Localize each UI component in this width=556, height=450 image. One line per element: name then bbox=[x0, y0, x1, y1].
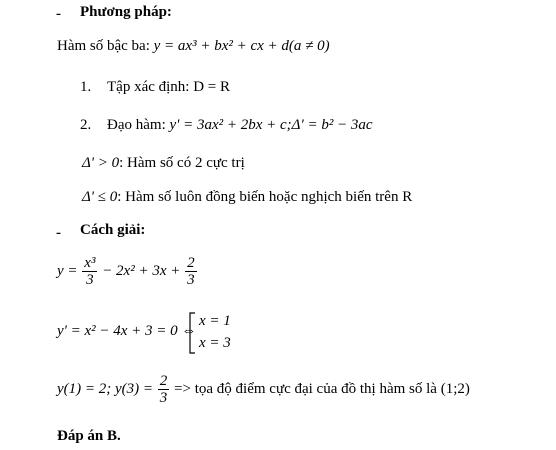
values-fraction-denominator: 3 bbox=[159, 390, 168, 407]
function-fraction-denominator: 3 bbox=[86, 272, 94, 289]
method-step2-number: 2. bbox=[80, 117, 92, 133]
method-intro bbox=[57, 38, 330, 55]
method-step2-text: Đạo hàm: bbox=[107, 117, 170, 133]
method-step1-number: 1. bbox=[80, 79, 92, 95]
function-lhs: y = bbox=[57, 263, 78, 279]
method-bullet: - bbox=[56, 6, 61, 22]
function-middle: − 2x² + 3x + bbox=[102, 263, 181, 279]
values-fraction bbox=[158, 373, 170, 406]
method-step1-text: Tập xác định: D = R bbox=[107, 79, 231, 95]
values-fraction-numerator: 2 bbox=[159, 373, 168, 390]
solution-values bbox=[57, 372, 470, 406]
method-step2-formula: y' = 3ax² + 2bx + c;Δ' = b² − 3ac bbox=[169, 117, 373, 133]
solution-function bbox=[57, 254, 198, 288]
function-fraction bbox=[82, 255, 97, 288]
solution-bullet: - bbox=[56, 225, 61, 241]
roots-system bbox=[187, 311, 247, 355]
function-fraction-numerator: x³ bbox=[84, 255, 96, 272]
function-fraction2-numerator: 2 bbox=[187, 255, 195, 272]
solution-title: Cách giải: bbox=[80, 222, 146, 238]
root-2: x = 3 bbox=[199, 335, 231, 351]
method-step2 bbox=[107, 117, 373, 134]
values-text: y(1) = 2; y(3) = bbox=[57, 381, 154, 397]
solution-derivative: y' = x² − 4x + 3 = 0 ⇔ bbox=[57, 323, 197, 339]
values-conclusion: => tọa độ điểm cực đại của đồ thị hàm số là (1;2) bbox=[174, 381, 470, 397]
method-case2 bbox=[82, 189, 412, 206]
method-intro-formula: y = ax³ + bx² + cx + d(a ≠ 0) bbox=[153, 38, 330, 54]
method-case2-text: : Hàm số luôn đồng biến hoặc nghịch biến trên R bbox=[117, 189, 413, 205]
answer: Đáp án B. bbox=[57, 428, 121, 444]
bracket-icon bbox=[187, 311, 197, 355]
method-case1-text: : Hàm số có 2 cực trị bbox=[119, 155, 245, 171]
method-case1-condition: Δ' > 0 bbox=[82, 155, 120, 171]
method-intro-text: Hàm số bậc ba: bbox=[57, 38, 154, 54]
root-1: x = 1 bbox=[199, 313, 231, 329]
method-case1 bbox=[82, 155, 245, 172]
method-case2-condition: Δ' ≤ 0 bbox=[82, 189, 118, 205]
function-fraction-2 bbox=[185, 255, 197, 288]
function-fraction2-denominator: 3 bbox=[187, 272, 195, 289]
method-title: Phương pháp: bbox=[80, 4, 172, 20]
method-header bbox=[56, 6, 61, 23]
